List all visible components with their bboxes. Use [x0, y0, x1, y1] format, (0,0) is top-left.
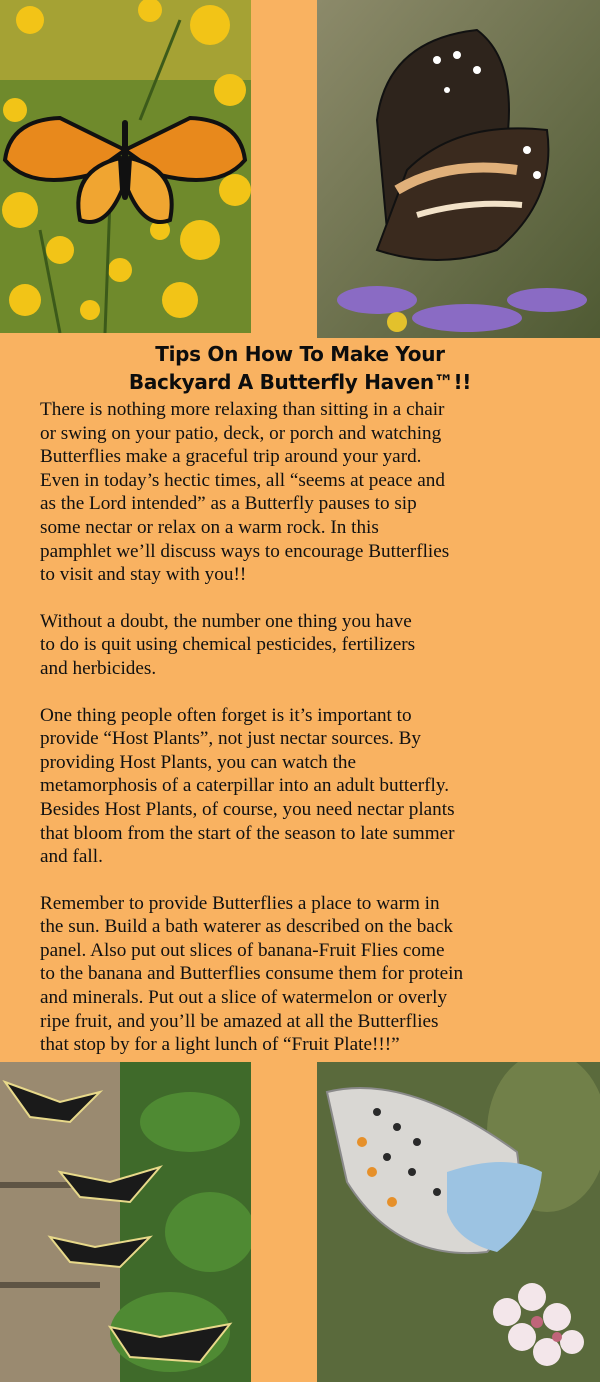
text-line: Remember to provide Butterflies a place to warm in — [40, 892, 440, 914]
text-line: providing Host Plants, you can watch the — [40, 751, 357, 773]
text-line: pamphlet we’ll discuss ways to encourage Butterflies — [40, 540, 450, 562]
text-line: One thing people often forget is it’s important to — [40, 704, 412, 726]
text-line: some nectar or relax on a warm rock. In this — [40, 516, 379, 538]
text-line: that bloom from the start of the season to late summer — [40, 822, 455, 844]
text-line: ripe fruit, and you’ll be amazed at all the Butterflies — [40, 1010, 439, 1032]
text-line: to visit and stay with you!! — [40, 564, 247, 586]
text-line: and fall. — [40, 846, 103, 868]
text-line: or swing on your patio, deck, or porch and watching — [40, 422, 442, 444]
title-line-2: Backyard A Butterfly Haven™!! — [128, 370, 472, 394]
text-line: to do is quit using chemical pesticides, fertilizers — [40, 634, 416, 656]
text-line: Besides Host Plants, of course, you need nectar plants — [40, 798, 455, 820]
text-line: to the banana and Butterflies consume them for protein — [40, 963, 464, 985]
text-line: Even in today’s hectic times, all “seems at peace and — [40, 469, 445, 491]
monarch-butterfly-photo — [0, 0, 251, 333]
text-line: provide “Host Plants”, not just nectar sources. By — [40, 728, 422, 750]
paragraph-warmth-and-fruit — [40, 892, 580, 1057]
title-line-1: Tips On How To Make Your — [155, 342, 445, 366]
paragraph-host-plants — [40, 704, 580, 869]
paragraph-intro — [40, 398, 580, 587]
pamphlet-title — [0, 340, 600, 396]
text-line: and herbicides. — [40, 657, 157, 679]
pamphlet-body — [40, 398, 580, 1080]
text-line: and minerals. Put out a slice of watermelon or overly — [40, 987, 448, 1009]
text-line: panel. Also put out slices of banana-Fruit Flies come — [40, 939, 445, 961]
text-line: the sun. Build a bath waterer as described on the back — [40, 916, 453, 938]
swallowtail-butterflies-photo — [0, 1062, 251, 1382]
red-spotted-butterfly-photo — [317, 0, 600, 338]
text-line: Without a doubt, the number one thing you have — [40, 610, 412, 632]
text-line: Butterflies make a graceful trip around your yard. — [40, 446, 422, 468]
common-blue-butterfly-photo — [317, 1062, 600, 1382]
text-line: that stop by for a light lunch of “Fruit Plate!!!” — [40, 1034, 400, 1056]
text-line: as the Lord intended” as a Butterfly pauses to sip — [40, 493, 417, 515]
text-line: metamorphosis of a caterpillar into an adult butterfly. — [40, 775, 450, 797]
paragraph-pesticides — [40, 610, 580, 681]
text-line: There is nothing more relaxing than sitting in a chair — [40, 399, 445, 420]
